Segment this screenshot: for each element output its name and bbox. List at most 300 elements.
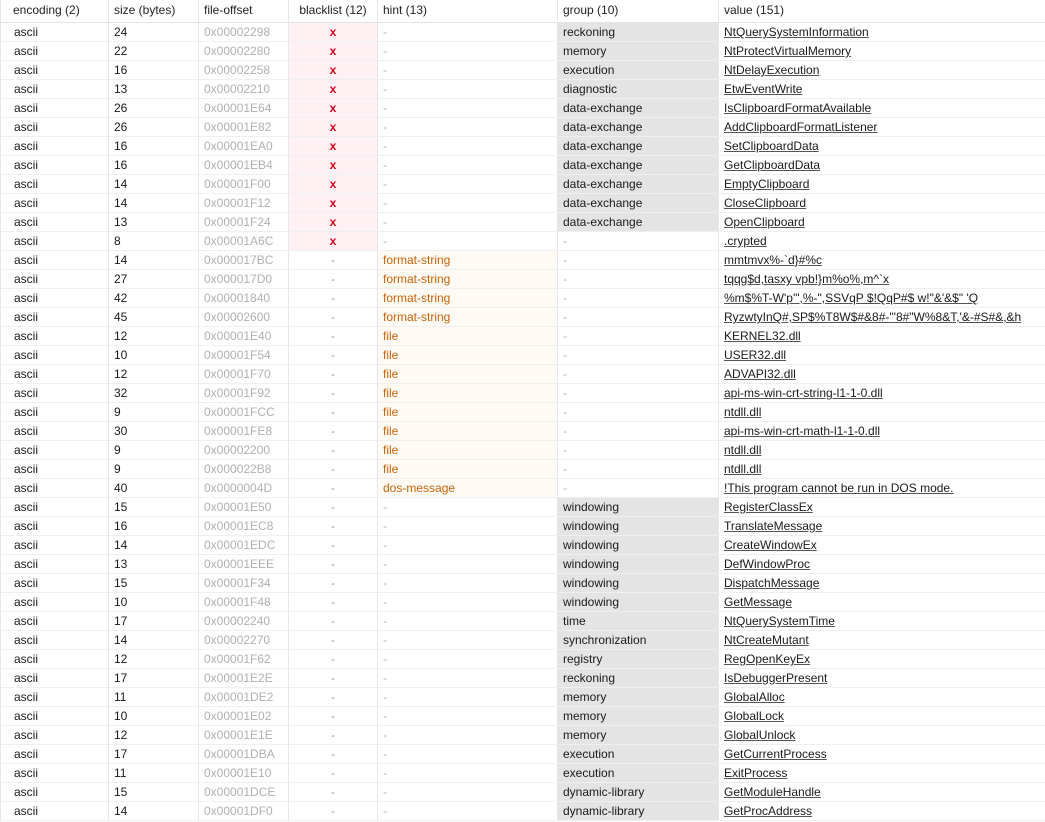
table-row[interactable] <box>0 612 1045 631</box>
file-offset-cell: 0x00001E50 <box>198 498 288 517</box>
hint-cell: - <box>377 726 557 745</box>
group-cell: windowing <box>557 555 718 574</box>
size-cell: 15 <box>108 574 198 593</box>
table-row[interactable] <box>0 137 1045 156</box>
value-cell <box>718 175 1045 194</box>
hint-cell: - <box>377 631 557 650</box>
file-offset-cell: 0x00002600 <box>198 308 288 327</box>
hint-cell: - <box>377 707 557 726</box>
file-offset-cell: 0x00002270 <box>198 631 288 650</box>
encoding-cell: ascii <box>0 156 108 175</box>
hint-cell: - <box>377 42 557 61</box>
value-cell <box>718 498 1045 517</box>
value-link[interactable]: DispatchMessage <box>724 576 820 590</box>
column-header-size[interactable]: size (bytes) <box>108 0 198 22</box>
encoding-cell: ascii <box>0 745 108 764</box>
table-row[interactable] <box>0 764 1045 783</box>
encoding-cell: ascii <box>0 555 108 574</box>
file-offset-cell: 0x00001F12 <box>198 194 288 213</box>
group-cell: - <box>557 479 718 498</box>
table-row[interactable] <box>0 99 1045 118</box>
file-offset-cell: 0x00001E02 <box>198 707 288 726</box>
blacklist-cell: - <box>288 517 377 536</box>
value-link[interactable]: GetModuleHandle <box>724 785 821 799</box>
table-row[interactable] <box>0 384 1045 403</box>
value-cell <box>718 745 1045 764</box>
table-row[interactable] <box>0 118 1045 137</box>
hint-cell: - <box>377 118 557 137</box>
table-row[interactable] <box>0 23 1045 42</box>
table-row[interactable] <box>0 802 1045 821</box>
column-header-file-offset[interactable]: file-offset <box>198 0 288 22</box>
file-offset-cell: 0x00001DBA <box>198 745 288 764</box>
hint-cell: - <box>377 498 557 517</box>
hint-cell: file <box>377 460 557 479</box>
value-link[interactable]: NtProtectVirtualMemory <box>724 44 852 58</box>
table-row[interactable] <box>0 289 1045 308</box>
value-cell <box>718 650 1045 669</box>
value-link[interactable]: EmptyClipboard <box>724 177 810 191</box>
size-cell: 16 <box>108 156 198 175</box>
blacklist-cell: - <box>288 270 377 289</box>
group-cell: - <box>557 289 718 308</box>
column-header-blacklist[interactable]: blacklist (12) <box>288 0 377 22</box>
table-row[interactable] <box>0 517 1045 536</box>
size-cell: 10 <box>108 346 198 365</box>
value-cell <box>718 612 1045 631</box>
group-cell: data-exchange <box>557 213 718 232</box>
column-header-group[interactable]: group (10) <box>557 0 718 22</box>
file-offset-cell: 0x00001F92 <box>198 384 288 403</box>
table-row[interactable] <box>0 688 1045 707</box>
blacklist-cell: - <box>288 612 377 631</box>
blacklist-cell: x <box>288 61 377 80</box>
size-cell: 12 <box>108 327 198 346</box>
encoding-cell: ascii <box>0 764 108 783</box>
encoding-cell: ascii <box>0 23 108 42</box>
file-offset-cell: 0x00001DE2 <box>198 688 288 707</box>
table-row[interactable] <box>0 61 1045 80</box>
size-cell: 12 <box>108 365 198 384</box>
file-offset-cell: 0x00001F62 <box>198 650 288 669</box>
hint-cell: file <box>377 327 557 346</box>
table-row[interactable] <box>0 270 1045 289</box>
encoding-cell: ascii <box>0 308 108 327</box>
group-cell: - <box>557 441 718 460</box>
encoding-cell: ascii <box>0 270 108 289</box>
hint-cell: - <box>377 536 557 555</box>
hint-cell: file <box>377 441 557 460</box>
size-cell: 11 <box>108 764 198 783</box>
value-link[interactable]: RegisterClassEx <box>724 500 813 514</box>
hint-cell: - <box>377 175 557 194</box>
blacklist-cell: - <box>288 422 377 441</box>
value-cell <box>718 555 1045 574</box>
blacklist-cell: - <box>288 783 377 802</box>
value-cell <box>718 80 1045 99</box>
blacklist-cell: - <box>288 289 377 308</box>
table-row[interactable] <box>0 707 1045 726</box>
value-link[interactable]: SetClipboardData <box>724 139 819 153</box>
hint-cell: - <box>377 593 557 612</box>
group-cell: data-exchange <box>557 156 718 175</box>
size-cell: 22 <box>108 42 198 61</box>
file-offset-cell: 0x00001F34 <box>198 574 288 593</box>
group-cell: reckoning <box>557 669 718 688</box>
table-row[interactable] <box>0 156 1045 175</box>
file-offset-cell: 0x00001E40 <box>198 327 288 346</box>
file-offset-cell: 0x00001EC8 <box>198 517 288 536</box>
file-offset-cell: 0x00001E64 <box>198 99 288 118</box>
table-row[interactable] <box>0 726 1045 745</box>
table-row[interactable] <box>0 175 1045 194</box>
value-link[interactable]: NtQuerySystemInformation <box>724 25 869 39</box>
group-cell: - <box>557 308 718 327</box>
file-offset-cell: 0x00001E1E <box>198 726 288 745</box>
value-cell <box>718 802 1045 821</box>
value-link[interactable]: GetClipboardData <box>724 158 821 172</box>
size-cell: 17 <box>108 612 198 631</box>
size-cell: 14 <box>108 251 198 270</box>
value-link[interactable]: RegOpenKeyEx <box>724 652 811 666</box>
file-offset-cell: 0x00002298 <box>198 23 288 42</box>
value-cell <box>718 422 1045 441</box>
encoding-cell: ascii <box>0 536 108 555</box>
blacklist-cell: - <box>288 802 377 821</box>
blacklist-cell: x <box>288 232 377 251</box>
group-cell: registry <box>557 650 718 669</box>
group-cell: time <box>557 612 718 631</box>
table-row[interactable] <box>0 783 1045 802</box>
file-offset-cell: 0x00002210 <box>198 80 288 99</box>
value-link[interactable]: NtDelayExecution <box>724 63 820 77</box>
blacklist-cell: x <box>288 156 377 175</box>
blacklist-cell: - <box>288 460 377 479</box>
value-link[interactable]: IsClipboardFormatAvailable <box>724 101 872 115</box>
value-link[interactable]: DefWindowProc <box>724 557 811 571</box>
table-header <box>0 0 1045 23</box>
hint-cell: file <box>377 365 557 384</box>
value-link[interactable]: ntdll.dll <box>724 405 762 419</box>
table-row[interactable] <box>0 80 1045 99</box>
value-link[interactable]: .crypted <box>724 234 767 248</box>
value-link[interactable]: GetCurrentProcess <box>724 747 827 761</box>
value-link[interactable]: api-ms-win-crt-math-l1-1-0.dll <box>724 424 881 438</box>
file-offset-cell: 0x00001EDC <box>198 536 288 555</box>
encoding-cell: ascii <box>0 80 108 99</box>
hint-cell: - <box>377 612 557 631</box>
file-offset-cell: 0x00001EA0 <box>198 137 288 156</box>
value-link[interactable]: %m$%T-W'p'",%-",SSVqP $!QqP#$ w!"&'&$" 'Q <box>724 291 979 305</box>
column-header-value[interactable]: value (151) <box>718 0 1045 22</box>
encoding-cell: ascii <box>0 175 108 194</box>
file-offset-cell: 0x00002200 <box>198 441 288 460</box>
size-cell: 14 <box>108 631 198 650</box>
encoding-cell: ascii <box>0 574 108 593</box>
file-offset-cell: 0x00001840 <box>198 289 288 308</box>
blacklist-cell: - <box>288 650 377 669</box>
hint-cell: - <box>377 194 557 213</box>
value-link[interactable]: GlobalUnlock <box>724 728 796 742</box>
hint-cell: - <box>377 517 557 536</box>
column-header-encoding[interactable]: encoding (2) <box>0 0 108 22</box>
size-cell: 42 <box>108 289 198 308</box>
encoding-cell: ascii <box>0 783 108 802</box>
value-cell <box>718 61 1045 80</box>
value-cell <box>718 403 1045 422</box>
blacklist-cell: x <box>288 175 377 194</box>
value-cell <box>718 536 1045 555</box>
size-cell: 12 <box>108 650 198 669</box>
value-link[interactable]: TranslateMessage <box>724 519 823 533</box>
blacklist-cell: x <box>288 137 377 156</box>
value-link[interactable]: ExitProcess <box>724 766 788 780</box>
hint-cell: - <box>377 213 557 232</box>
value-link[interactable]: NtQuerySystemTime <box>724 614 835 628</box>
encoding-cell: ascii <box>0 669 108 688</box>
encoding-cell: ascii <box>0 251 108 270</box>
size-cell: 14 <box>108 175 198 194</box>
blacklist-cell: x <box>288 99 377 118</box>
table-row[interactable] <box>0 346 1045 365</box>
group-cell: data-exchange <box>557 175 718 194</box>
blacklist-cell: - <box>288 631 377 650</box>
value-cell <box>718 460 1045 479</box>
encoding-cell: ascii <box>0 631 108 650</box>
table-row[interactable] <box>0 650 1045 669</box>
group-cell: data-exchange <box>557 137 718 156</box>
table-row[interactable] <box>0 308 1045 327</box>
table-row[interactable] <box>0 498 1045 517</box>
table-row[interactable] <box>0 403 1045 422</box>
value-link[interactable]: CloseClipboard <box>724 196 807 210</box>
value-link[interactable]: USER32.dll <box>724 348 787 362</box>
value-cell <box>718 289 1045 308</box>
file-offset-cell: 0x000017BC <box>198 251 288 270</box>
group-cell: - <box>557 327 718 346</box>
group-cell: - <box>557 403 718 422</box>
hint-cell: format-string <box>377 308 557 327</box>
encoding-cell: ascii <box>0 460 108 479</box>
value-cell <box>718 308 1045 327</box>
table-row[interactable] <box>0 422 1045 441</box>
blacklist-cell: - <box>288 384 377 403</box>
encoding-cell: ascii <box>0 441 108 460</box>
blacklist-cell: - <box>288 745 377 764</box>
group-cell: - <box>557 270 718 289</box>
blacklist-cell: - <box>288 327 377 346</box>
group-cell: memory <box>557 688 718 707</box>
value-link[interactable]: api-ms-win-crt-string-l1-1-0.dll <box>724 386 883 400</box>
size-cell: 14 <box>108 194 198 213</box>
table-row[interactable] <box>0 479 1045 498</box>
encoding-cell: ascii <box>0 593 108 612</box>
value-cell <box>718 251 1045 270</box>
blacklist-cell: - <box>288 441 377 460</box>
value-cell <box>718 346 1045 365</box>
encoding-cell: ascii <box>0 688 108 707</box>
blacklist-cell: - <box>288 688 377 707</box>
blacklist-cell: x <box>288 213 377 232</box>
table-row[interactable] <box>0 536 1045 555</box>
value-link[interactable]: mmtmvx%-`d}#%c <box>724 253 823 267</box>
table-row[interactable] <box>0 365 1045 384</box>
group-cell: windowing <box>557 498 718 517</box>
encoding-cell: ascii <box>0 498 108 517</box>
hint-cell: - <box>377 745 557 764</box>
file-offset-cell: 0x00001F00 <box>198 175 288 194</box>
blacklist-cell: - <box>288 764 377 783</box>
value-cell <box>718 42 1045 61</box>
file-offset-cell: 0x00002258 <box>198 61 288 80</box>
blacklist-cell: x <box>288 194 377 213</box>
blacklist-cell: - <box>288 574 377 593</box>
value-cell <box>718 213 1045 232</box>
size-cell: 10 <box>108 707 198 726</box>
table-row[interactable] <box>0 327 1045 346</box>
size-cell: 13 <box>108 80 198 99</box>
table-row[interactable] <box>0 194 1045 213</box>
value-link[interactable]: OpenClipboard <box>724 215 805 229</box>
value-cell <box>718 23 1045 42</box>
value-link[interactable]: ADVAPI32.dll <box>724 367 796 381</box>
encoding-cell: ascii <box>0 213 108 232</box>
table-row[interactable] <box>0 232 1045 251</box>
encoding-cell: ascii <box>0 479 108 498</box>
value-link[interactable]: tqqg$d,tasxy vpb!}m%o%,m^`x <box>724 272 890 286</box>
file-offset-cell: 0x00002280 <box>198 42 288 61</box>
value-link[interactable]: IsDebuggerPresent <box>724 671 828 685</box>
value-link[interactable]: NtCreateMutant <box>724 633 809 647</box>
blacklist-cell: - <box>288 498 377 517</box>
blacklist-cell: x <box>288 118 377 137</box>
value-cell <box>718 270 1045 289</box>
blacklist-cell: - <box>288 251 377 270</box>
table-row[interactable] <box>0 555 1045 574</box>
encoding-cell: ascii <box>0 384 108 403</box>
table-row[interactable] <box>0 460 1045 479</box>
hint-cell: format-string <box>377 270 557 289</box>
size-cell: 15 <box>108 498 198 517</box>
table-row[interactable] <box>0 593 1045 612</box>
encoding-cell: ascii <box>0 726 108 745</box>
value-cell <box>718 232 1045 251</box>
value-link[interactable]: EtwEventWrite <box>724 82 803 96</box>
hint-cell: - <box>377 156 557 175</box>
group-cell: data-exchange <box>557 118 718 137</box>
table-row[interactable] <box>0 574 1045 593</box>
size-cell: 32 <box>108 384 198 403</box>
encoding-cell: ascii <box>0 61 108 80</box>
value-link[interactable]: CreateWindowEx <box>724 538 817 552</box>
value-cell <box>718 365 1045 384</box>
value-cell <box>718 517 1045 536</box>
value-link[interactable]: ntdll.dll <box>724 443 762 457</box>
group-cell: - <box>557 251 718 270</box>
group-cell: memory <box>557 42 718 61</box>
size-cell: 11 <box>108 688 198 707</box>
hint-cell: file <box>377 384 557 403</box>
table-row[interactable] <box>0 251 1045 270</box>
value-link[interactable]: GlobalAlloc <box>724 690 785 704</box>
column-header-hint[interactable]: hint (13) <box>377 0 557 22</box>
value-link[interactable]: GlobalLock <box>724 709 785 723</box>
encoding-cell: ascii <box>0 403 108 422</box>
group-cell: execution <box>557 745 718 764</box>
table-row[interactable] <box>0 745 1045 764</box>
value-cell <box>718 783 1045 802</box>
group-cell: - <box>557 384 718 403</box>
encoding-cell: ascii <box>0 707 108 726</box>
table-body <box>0 23 1045 821</box>
value-cell <box>718 669 1045 688</box>
group-cell: windowing <box>557 574 718 593</box>
group-cell: - <box>557 346 718 365</box>
value-link[interactable]: RyzwtyInQ#,SP$%T8W$#&8#-'"8#"W%8&T,'&-#S#&,&h <box>724 310 1022 324</box>
value-link[interactable]: ntdll.dll <box>724 462 762 476</box>
value-link[interactable]: GetProcAddress <box>724 804 813 818</box>
group-cell: windowing <box>557 593 718 612</box>
file-offset-cell: 0x00001FE8 <box>198 422 288 441</box>
size-cell: 26 <box>108 118 198 137</box>
file-offset-cell: 0x00001E82 <box>198 118 288 137</box>
encoding-cell: ascii <box>0 137 108 156</box>
file-offset-cell: 0x00001F54 <box>198 346 288 365</box>
hint-cell: file <box>377 403 557 422</box>
value-link[interactable]: !This program cannot be run in DOS mode. <box>724 481 954 495</box>
size-cell: 14 <box>108 536 198 555</box>
table-row[interactable] <box>0 631 1045 650</box>
size-cell: 15 <box>108 783 198 802</box>
file-offset-cell: 0x00001FCC <box>198 403 288 422</box>
encoding-cell: ascii <box>0 650 108 669</box>
encoding-cell: ascii <box>0 42 108 61</box>
value-cell <box>718 726 1045 745</box>
size-cell: 40 <box>108 479 198 498</box>
size-cell: 13 <box>108 213 198 232</box>
hint-cell: - <box>377 23 557 42</box>
value-cell <box>718 593 1045 612</box>
encoding-cell: ascii <box>0 118 108 137</box>
hint-cell: - <box>377 688 557 707</box>
hint-cell: - <box>377 99 557 118</box>
value-cell <box>718 688 1045 707</box>
value-link[interactable]: KERNEL32.dll <box>724 329 801 343</box>
table-row[interactable] <box>0 669 1045 688</box>
file-offset-cell: 0x00001A6C <box>198 232 288 251</box>
size-cell: 45 <box>108 308 198 327</box>
hint-cell: - <box>377 574 557 593</box>
encoding-cell: ascii <box>0 365 108 384</box>
value-cell <box>718 574 1045 593</box>
value-cell <box>718 479 1045 498</box>
value-link[interactable]: AddClipboardFormatListener <box>724 120 878 134</box>
file-offset-cell: 0x00001E2E <box>198 669 288 688</box>
value-cell <box>718 764 1045 783</box>
value-cell <box>718 707 1045 726</box>
hint-cell: - <box>377 555 557 574</box>
value-cell <box>718 194 1045 213</box>
group-cell: dynamic-library <box>557 783 718 802</box>
table-row[interactable] <box>0 42 1045 61</box>
value-link[interactable]: GetMessage <box>724 595 793 609</box>
group-cell: windowing <box>557 517 718 536</box>
table-row[interactable] <box>0 441 1045 460</box>
hint-cell: - <box>377 802 557 821</box>
table-row[interactable] <box>0 213 1045 232</box>
encoding-cell: ascii <box>0 612 108 631</box>
blacklist-cell: x <box>288 80 377 99</box>
